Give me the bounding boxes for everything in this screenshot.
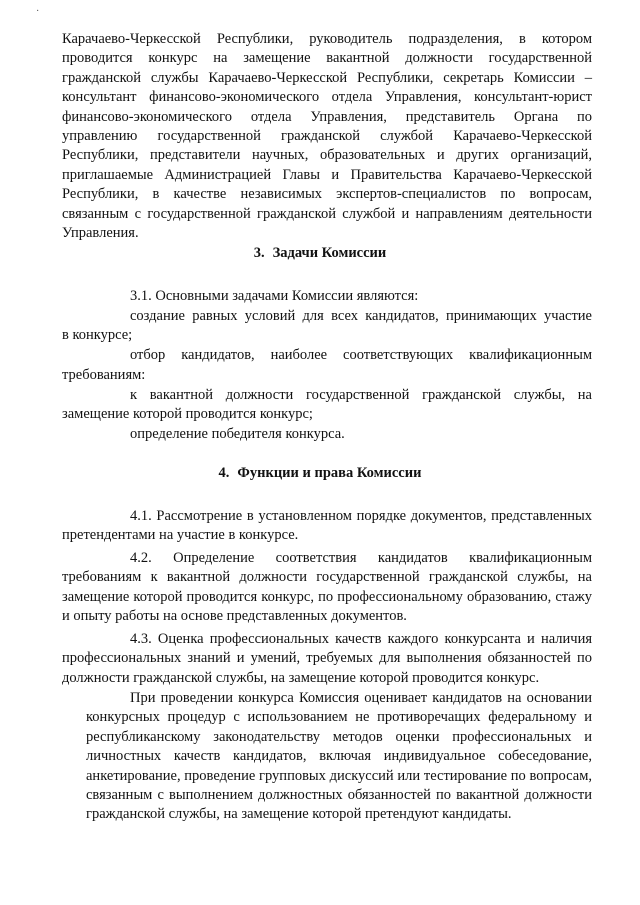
section-3-title: Задачи Комиссии xyxy=(272,245,387,261)
final-paragraph: При проведении конкурса Комиссия оценивает кандидатов на основании конкурсных процедур с использованием не противоречащих федеральному и республиканскому законодательству методов оценки профессиональных и личностных качеств кандидатов, включая индивидуальное собеседование, анкетирование, проведение групповых дискуссий или тестирование по вопросам, связанным с выполнением должностных обязанностей по вакантной должности гражданской службы, на замещение которой претендуют кандидаты. xyxy=(86,690,592,823)
task-1-line-1: создание равных условий для всех кандидатов, принимающих участие xyxy=(130,308,592,324)
corner-mark: · xyxy=(36,6,40,17)
task-1-line-2: в конкурсе; xyxy=(62,327,133,343)
section-3-heading xyxy=(0,245,640,262)
section-4-number: 4. xyxy=(218,465,230,481)
item-4-1: 4.1. Рассмотрение в установленном порядке документов, представленных претендентами на участие в конкурсе. xyxy=(62,508,592,544)
item-4-3: 4.3. Оценка профессиональных качеств каждого конкурсанта и наличия профессиональных знаний и умений, требуемых для выполнения обязанностей по должности гражданской службы, на замещение которой проводится конкурс. xyxy=(62,631,592,686)
task-4: определение победителя конкурса. xyxy=(130,426,345,442)
task-2-line-1: отбор кандидатов, наиболее соответствующих квалификационным xyxy=(130,347,592,363)
item-4-2: 4.2. Определение соответствия кандидатов квалификационным требованиям к вакантной должности государственной гражданской службы, на замещение которой проводится конкурс, по профессиональному образованию, стажу и опыту работы на основе представленных документов. xyxy=(62,550,592,625)
task-2-line-2: требованиям: xyxy=(62,367,146,383)
intro-paragraph: Карачаево-Черкесской Республики, руководитель подразделения, в котором проводится конкурс на замещение вакантной должности государственной гражданской службы Карачаево-Черкесской Республики, секретарь Комиссии – консультант финансово-экономического отдела Управления, консультант-юрист финансово-экономического отдела Управления, представитель Органа по управлению государственной гражданской службой Карачаево-Черкесской Республики, представители научных, образовательных и других организаций, приглашаемые Администрацией Главы и Правительства Карачаево-Черкесской Республики, в качестве независимых экспертов-специалистов по вопросам, связанным с государственной гражданской службой и направлениям деятельности Управления. xyxy=(62,31,592,242)
item-3-1: 3.1. Основными задачами Комиссии являются: xyxy=(130,288,419,304)
section-3-number: 3. xyxy=(253,245,265,261)
section-4-heading xyxy=(0,465,640,482)
section-4-title: Функции и права Комиссии xyxy=(237,465,422,481)
task-3-line-2: замещение которой проводится конкурс; xyxy=(62,406,313,422)
task-3-line-1: к вакантной должности государственной гражданской службы, на xyxy=(130,387,592,403)
